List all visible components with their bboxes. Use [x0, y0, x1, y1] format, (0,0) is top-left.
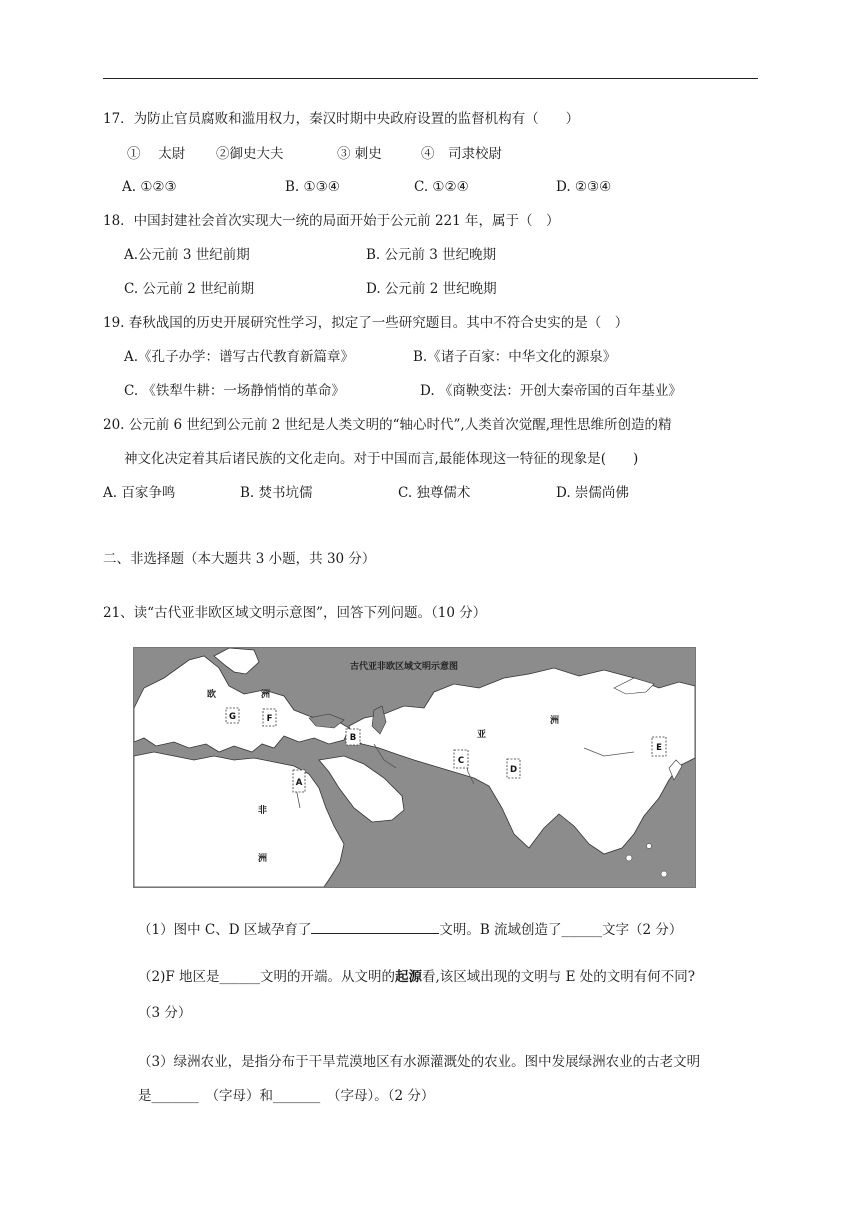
map-marker-g [226, 708, 239, 723]
q20-stem-line1: 20. 公元前 6 世纪到公元前 2 世纪是人类文明的“轴心时代”,人类首次觉醒,理性思维所创造的精 [103, 417, 672, 433]
q21-sub2-text-b: 文明的开端。从文明的 [260, 969, 396, 985]
q17-option-c: C. ①②④ [414, 179, 469, 195]
map-label-africa-1: 非 [258, 806, 268, 816]
q17-item-3: ③ 刺史 [337, 146, 382, 162]
q20-stem-line2: 神文化决定着其后诸民族的文化走向。对于中国而言,最能体现这一特征的现象是( ) [124, 451, 639, 467]
map-marker-a [293, 770, 305, 792]
q21-sub2-text-c: 看,该区域出现的文明与 E 处的文明有何不同? [422, 969, 695, 985]
q19-option-c: C. 《铁犁牛耕：一场静悄悄的革命》 [124, 383, 345, 399]
q21-sub3-answer-blank-1[interactable]: _______ [151, 1088, 199, 1104]
map-marker-f [263, 709, 276, 726]
q17-option-b: B. ①③④ [285, 179, 340, 195]
map-label-africa-2: 洲 [258, 854, 268, 864]
q19-option-d: D. 《商鞅变法：开创大秦帝国的百年基业》 [420, 383, 682, 399]
q19-option-b: B.《诸子百家：中华文化的源泉》 [413, 349, 617, 365]
q20-option-a: A. 百家争鸣 [103, 485, 176, 501]
map-label-europe-2: 洲 [261, 690, 271, 700]
map-graphic [134, 648, 695, 887]
map-marker-b [346, 729, 360, 745]
q17-stem: 17．为防止官员腐败和滥用权力，秦汉时期中央政府设置的监督机构有（ ） [103, 111, 580, 127]
map-marker-e [652, 737, 666, 756]
section2-heading: 二、非选择题（本大题共 3 小题，共 30 分） [103, 551, 376, 567]
q21-sub3-line2 [138, 1086, 434, 1106]
q20-option-c: C. 独尊儒术 [398, 485, 471, 501]
q19-option-a: A.《孔子办学：谱写古代教育新篇章》 [124, 349, 355, 365]
q21-sub3-line1: （3）绿洲农业，是指分布于干旱荒漠地区有水源灌溉处的农业。图中发展绿洲农业的古老文明 [138, 1054, 701, 1070]
map-marker-d [507, 759, 520, 778]
q21-sub2-score: （3 分） [138, 1005, 192, 1021]
q21-sub2 [138, 967, 695, 987]
svg-text:A: A [295, 778, 303, 788]
q21-sub1-text-a: （1）图中 C、D 区域孕育了 [138, 922, 312, 938]
q21-sub1-text-c: 文字（2 分） [602, 922, 683, 938]
map-label-asia-2: 洲 [550, 716, 560, 726]
header-rule [103, 78, 758, 79]
svg-text:D: D [509, 765, 518, 775]
q17-item-1: ① 太尉 [127, 146, 186, 162]
svg-text:E: E [656, 743, 662, 753]
q17-option-d: D. ②③④ [556, 179, 612, 195]
q21-sub1-answer-blank-1[interactable] [311, 919, 439, 934]
q20-option-d: D. 崇儒尚佛 [556, 485, 629, 501]
q21-sub2-answer-blank[interactable]: ______ [219, 969, 261, 985]
map-title: 古代亚非欧区域文明示意图 [349, 662, 459, 672]
q20-option-b: B. 焚书坑儒 [240, 485, 313, 501]
q21-sub2-text-a: （2)F 地区是 [138, 969, 220, 985]
map-marker-c [454, 750, 468, 768]
q21-sub3-answer-blank-2[interactable]: _______ [273, 1088, 321, 1104]
q21-sub3-text-a: 是 [138, 1088, 152, 1104]
q18-option-a: A.公元前 3 世纪前期 [124, 247, 250, 263]
svg-text:B: B [349, 733, 357, 743]
q21-sub1-text-b: 文明。B 流域创造了 [439, 922, 562, 938]
q21-sub1 [138, 919, 682, 940]
q21-sub3-text-c: （字母）。（2 分） [320, 1088, 435, 1104]
q18-option-b: B. 公元前 3 世纪晚期 [366, 247, 497, 263]
q21-sub3-text-b: （字母）和 [198, 1088, 273, 1104]
map-label-asia-1: 亚 [477, 730, 487, 740]
q18-stem: 18．中国封建社会首次实现大一统的局面开始于公元前 221 年，属于（ ） [103, 213, 560, 229]
q21-sub1-answer-blank-2[interactable]: ______ [561, 922, 603, 938]
q17-option-a: A. ①②③ [122, 179, 177, 195]
ancient-civilizations-map [133, 647, 696, 888]
svg-text:F: F [266, 714, 273, 724]
q19-stem: 19. 春秋战国的历史开展研究性学习，拟定了一些研究题目。其中不符合史实的是（ ） [103, 315, 629, 331]
svg-text:G: G [229, 712, 236, 722]
q18-option-d: D. 公元前 2 世纪晚期 [366, 281, 497, 297]
q17-item-2: ②御史大夫 [216, 146, 284, 162]
q17-item-4: ④ 司隶校尉 [421, 146, 502, 162]
map-label-europe-1: 欧 [207, 690, 217, 700]
q18-option-c: C. 公元前 2 世纪前期 [124, 281, 255, 297]
q21-sub2-bold-origin: 起源 [395, 969, 423, 985]
svg-text:C: C [457, 756, 465, 766]
q21-stem: 21、读“古代亚非欧区域文明示意图”，回答下列问题。（10 分） [103, 605, 487, 621]
